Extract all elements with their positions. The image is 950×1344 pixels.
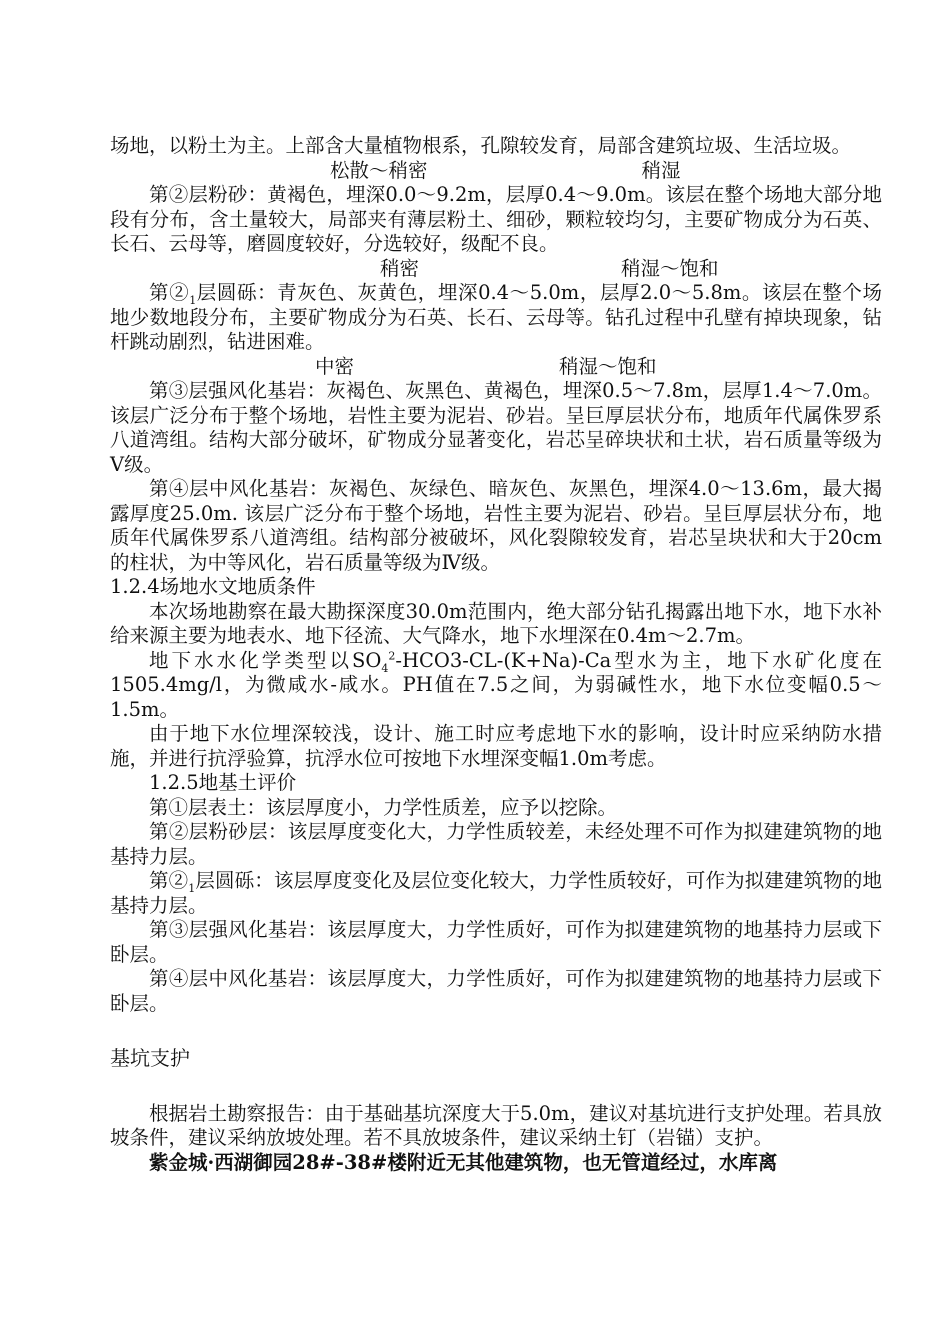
paragraph-site-surroundings: 紫金城·西湖御园28#-38#楼附近无其他建筑物，也无管道经过，水库离 bbox=[149, 1150, 778, 1174]
paragraph-layer3-strongly-weathered: 第③层强风化基岩：灰褐色、灰黑色、黄褐色，埋深0.5～7.8m，层厚1.4～7.0m。该层广泛分布于整个场地，岩性主要为泥岩、砂岩。呈巨厚层状分布，地质年代属侏罗系八道湾组。结构大部分破坏，矿物成分显著变化，岩芯呈碎块状和土状，岩石质量等级为Ⅴ级。 bbox=[110, 379, 882, 476]
paragraph-layer2-silt-sand: 第②层粉砂：黄褐色，埋深0.0～9.2m，层厚0.4～9.0m。该层在整个场地大部分地段有分布，含土量较大，局部夹有薄层粉土、细砂，颗粒较均匀，主要矿物成分为石英、长石、云母等，磨圆度较好，分选较好，级配不良。 bbox=[110, 183, 882, 255]
section-title-pit-support: 基坑支护 bbox=[110, 1046, 190, 1070]
paragraph-groundwater-depth: 本次场地勘察在最大勘探深度30.0m范围内，绝大部分钻孔揭露出地下水，地下水补给来源主要为地表水、地下径流、大气降水，地下水埋深在0.4m～2.7m。 bbox=[110, 599, 882, 647]
density-moisture-row-3 bbox=[110, 355, 882, 380]
density-label: 稍密 bbox=[380, 256, 420, 280]
evaluation-layer3: 第③层强风化基岩：该层厚度大，力学性质好，可作为拟建建筑物的地基持力层或下卧层。 bbox=[110, 918, 882, 966]
evaluation-layer2: 第②层粉砂层：该层厚度变化大，力学性质较差，未经处理不可作为拟建建筑物的地基持力层。 bbox=[110, 820, 882, 868]
chem-subscript: 4 bbox=[381, 661, 389, 675]
moisture-label: 稍湿～饱和 bbox=[559, 354, 657, 378]
subheading-hydrogeology: 1.2.4场地水文地质条件 bbox=[110, 575, 316, 598]
layer-text: 层圆砾：青灰色、灰黄色，埋深0.4～5.0m，层厚2.0～5.8m。该层在整个场地少数地段分布，主要矿物成分为石英、长石、云母等。钻孔过程中孔壁有掉块现象，钻杆跳动剧烈，钻进困难。 bbox=[110, 281, 882, 353]
evaluation-layer2-1 bbox=[110, 869, 882, 918]
paragraph-pit-support: 根据岩土勘察报告：由于基础基坑深度大于5.0m，建议对基坑进行支护处理。若具放坡条件，建议采纳放坡处理。若不具放坡条件，建议采纳土钉（岩锚）支护。 bbox=[110, 1101, 882, 1149]
layer-prefix: 第② bbox=[149, 281, 190, 304]
density-label: 中密 bbox=[315, 354, 355, 378]
layer-subscript: 1 bbox=[188, 881, 196, 895]
layer-text: 层圆砾：该层厚度变化及层位变化较大，力学性质较好，可作为拟建建筑物的地基持力层。 bbox=[110, 869, 882, 917]
evaluation-layer1: 第①层表土：该层厚度小，力学性质差，应予以挖除。 bbox=[149, 795, 618, 819]
paragraph-groundwater-chemistry bbox=[110, 649, 882, 723]
density-label: 松散～稍密 bbox=[330, 158, 428, 182]
document-page bbox=[110, 134, 882, 1175]
layer-subscript: 1 bbox=[189, 293, 197, 307]
chem-superscript: 2 bbox=[388, 649, 396, 662]
evaluation-layer4: 第④层中风化基岩：该层厚度大，力学性质好，可作为拟建建筑物的地基持力层或下卧层。 bbox=[110, 967, 882, 1015]
chem-prefix: 地下水水化学类型以SO bbox=[149, 648, 382, 672]
moisture-label: 稍湿～饱和 bbox=[621, 256, 719, 280]
paragraph-layer2-1-gravel bbox=[110, 281, 882, 355]
moisture-label: 稍湿 bbox=[641, 158, 681, 182]
paragraph-site-topsoil: 场地，以粉土为主。上部含大量植物根系，孔隙较发育，局部含建筑垃圾、生活垃圾。 bbox=[110, 134, 852, 157]
paragraph-waterproofing: 由于地下水位埋深较浅，设计、施工时应考虑地下水的影响，设计时应采纳防水措施，并进行抗浮验算，抗浮水位可按地下水埋深变幅1.0m考虑。 bbox=[110, 722, 882, 770]
density-moisture-row-2 bbox=[110, 257, 882, 282]
chem-text: -HCO3-CL-(K+Na)-Ca型水为主，地下水矿化度在1505.4mg/l，为微咸水-咸水。PH值在7.5之间，为弱碱性水，地下水位变幅0.5～1.5m。 bbox=[110, 648, 882, 721]
layer-prefix: 第② bbox=[149, 869, 189, 892]
density-moisture-row-1 bbox=[110, 159, 882, 184]
paragraph-layer4-moderately-weathered: 第④层中风化基岩：灰褐色、灰绿色、暗灰色、灰黑色，埋深4.0～13.6m，最大揭露厚度25.0m. 该层广泛分布于整个场地，岩性主要为泥岩、砂岩。呈巨厚层状分布，地质年代属侏罗系八道湾组。结构部分被破坏，风化裂隙较发育，岩芯呈块状和大于20cm的柱状，为中等风化，岩石质量等级为Ⅳ级。 bbox=[110, 477, 882, 574]
subheading-foundation-evaluation: 1.2.5地基土评价 bbox=[149, 771, 297, 794]
